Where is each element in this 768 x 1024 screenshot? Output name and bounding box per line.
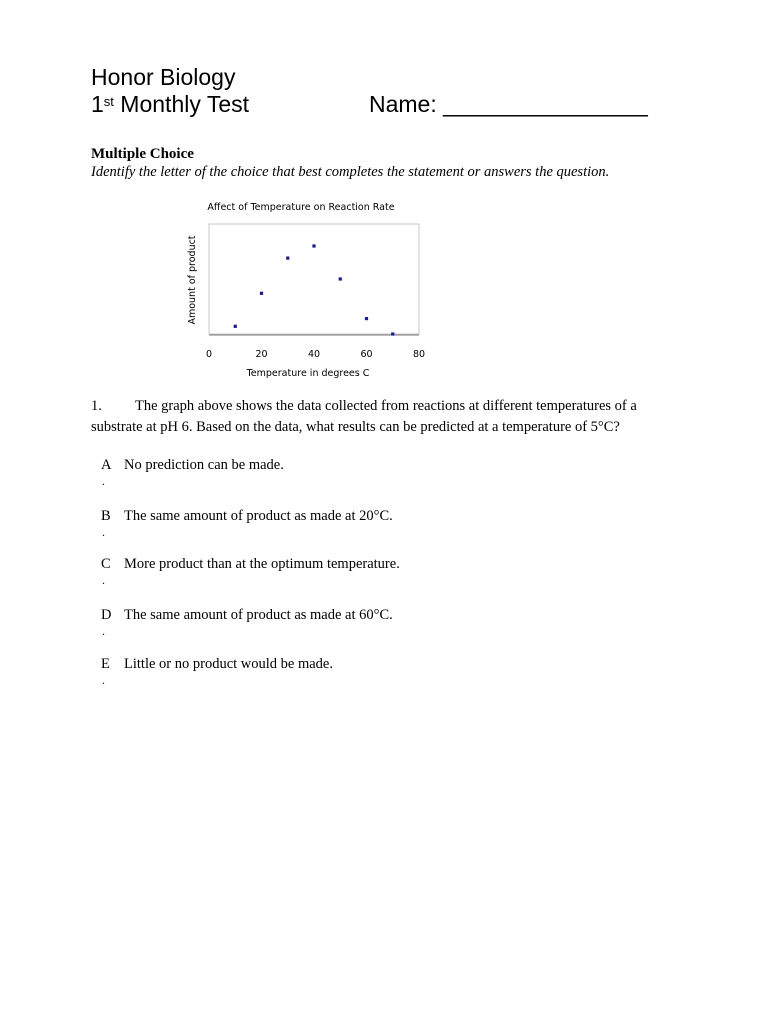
data-point bbox=[391, 332, 394, 335]
data-point bbox=[365, 317, 368, 320]
option-dot: . bbox=[102, 624, 105, 638]
chart-title: Affect of Temperature on Reaction Rate bbox=[207, 202, 395, 213]
plot-area-border bbox=[209, 224, 419, 334]
option-b[interactable] bbox=[101, 508, 393, 539]
data-point bbox=[312, 244, 315, 247]
option-letter: A bbox=[101, 457, 112, 473]
test-title bbox=[91, 91, 249, 117]
data-point bbox=[260, 292, 263, 295]
data-point bbox=[234, 325, 237, 328]
option-d[interactable] bbox=[101, 607, 393, 638]
name-field[interactable]: Name: ________________ bbox=[369, 91, 648, 117]
option-text: The same amount of product as made at 20°C. bbox=[124, 508, 393, 524]
question-text: The graph above shows the data collected from reactions at different temperatures of a substrate at pH 6. Based on the data, what results can be predicted at a temperature of 5°C? bbox=[91, 398, 637, 435]
question-1 bbox=[91, 396, 681, 438]
option-dot: . bbox=[102, 573, 105, 587]
option-text: More product than at the optimum temperature. bbox=[124, 556, 400, 572]
option-a[interactable] bbox=[101, 457, 284, 488]
option-dot: . bbox=[102, 525, 105, 539]
section-title: Multiple Choice bbox=[91, 146, 194, 162]
option-letter: B bbox=[101, 508, 111, 524]
option-text: Little or no product would be made. bbox=[124, 656, 333, 672]
x-tick-label: 60 bbox=[360, 349, 373, 360]
option-text: The same amount of product as made at 60°C. bbox=[124, 607, 393, 623]
test-name: Monthly Test bbox=[113, 91, 250, 117]
x-axis-ticks bbox=[206, 349, 425, 360]
data-points bbox=[234, 244, 395, 335]
option-letter: C bbox=[101, 556, 111, 572]
data-point bbox=[339, 277, 342, 280]
reaction-rate-chart bbox=[178, 194, 438, 384]
x-tick-label: 20 bbox=[255, 349, 268, 360]
question-number: 1. bbox=[91, 398, 102, 414]
data-point bbox=[286, 257, 289, 260]
option-dot: . bbox=[102, 673, 105, 687]
test-number: 1 bbox=[91, 91, 104, 117]
option-letter: D bbox=[101, 607, 112, 623]
test-number-suffix: st bbox=[103, 94, 114, 109]
option-e[interactable] bbox=[101, 656, 333, 687]
x-tick-label: 0 bbox=[205, 349, 213, 360]
x-axis-label: Temperature in degrees C bbox=[246, 368, 370, 379]
option-dot: . bbox=[102, 474, 105, 488]
y-axis-label: Amount of product bbox=[187, 235, 198, 325]
course-title: Honor Biology bbox=[91, 64, 236, 90]
instructions: Identify the letter of the choice that best completes the statement or answers the question. bbox=[91, 164, 610, 180]
option-letter: E bbox=[101, 656, 110, 672]
x-tick-label: 80 bbox=[412, 349, 426, 360]
option-text: No prediction can be made. bbox=[124, 457, 284, 473]
option-c[interactable] bbox=[101, 556, 400, 587]
x-tick-label: 40 bbox=[307, 349, 321, 360]
